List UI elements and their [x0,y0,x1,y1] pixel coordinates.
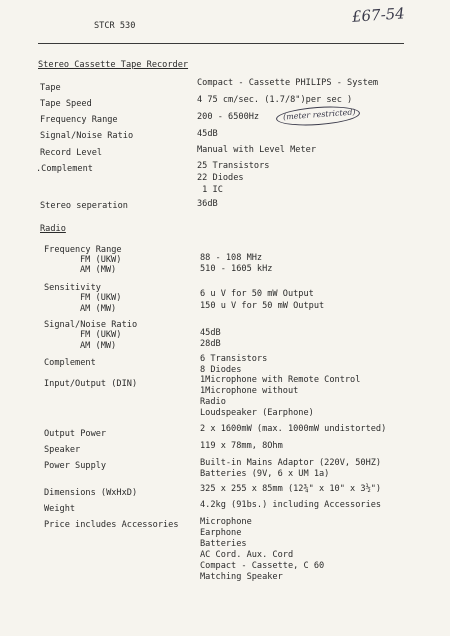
radio-complement-label: Complement [44,358,96,368]
tape-speed-value: 4 75 cm/sec. (1.7/8")per sec ) [197,95,353,105]
tape-speed-label: Tape Speed [40,99,92,109]
input-output-line-2: 1Microphone without [200,386,299,396]
tape-signal-noise-label: Signal/Noise Ratio [40,131,134,141]
output-power-label: Output Power [44,429,107,439]
sensitivity-am-value: 150 u V for 50 mW Output [200,301,325,311]
tape-label: Tape [40,83,61,93]
speaker-value: 119 x 78mm, 8Ohm [200,441,283,451]
sensitivity-label: Sensitivity [44,283,101,293]
accessories-label: Price includes Accessories [44,520,179,530]
output-power-value: 2 x 1600mW (max. 1000mW undistorted) [200,424,387,434]
weight-value: 4.2kg (91bs.) including Accessories [200,500,382,510]
accessory-item: AC Cord. Aux. Cord [200,550,294,560]
input-output-line-1: 1Microphone with Remote Control [200,375,361,385]
model-number: STCR 530 [94,21,136,31]
power-supply-line-2: Batteries (9V, 6 x UM 1a) [200,469,330,479]
input-output-label: Input/Output (DIN) [44,379,138,389]
power-supply-label: Power Supply [44,461,107,471]
tape-frequency-range-label: Frequency Range [40,115,118,125]
weight-label: Weight [44,504,76,514]
sensitivity-fm-value: 6 u V for 50 mW Output [200,289,314,299]
accessory-item: Earphone [200,528,242,538]
stereo-separation-value: 36dB [197,199,218,209]
stereo-separation-label: Stereo seperation [40,201,128,211]
radio-complement-line-2: 8 Diodes [200,365,242,375]
radio-complement-line-1: 6 Transistors [200,354,268,364]
record-level-label: Record Level [40,148,103,158]
power-supply-line-1: Built-in Mains Adaptor (220V, 50HZ) [200,458,382,468]
tape-complement-line-3: 1 IC [197,185,223,195]
tape-complement-line-1: 25 Transistors [197,161,270,171]
handwritten-annotation: (meter restricted) [282,107,356,122]
radio-frequency-fm-label: FM (UKW) [80,255,122,265]
radio-frequency-am-label: AM (MW) [80,265,117,275]
header-divider [38,43,404,44]
radio-frequency-fm-value: 88 - 108 MHz [200,253,263,263]
tape-signal-noise-value: 45dB [197,129,218,139]
sensitivity-fm-label: FM (UKW) [80,293,122,303]
speaker-label: Speaker [44,445,81,455]
tape-section-heading: Stereo Cassette Tape Recorder [38,60,189,70]
dimensions-value: 325 x 255 x 85mm (12¾" x 10" x 3½") [200,484,382,494]
input-output-line-4: Loudspeaker (Earphone) [200,408,314,418]
record-level-value: Manual with Level Meter [197,145,316,155]
tape-value: Compact - Cassette PHILIPS - System [197,78,379,88]
tape-complement-label: .Complement [36,164,93,174]
radio-frequency-am-value: 510 - 1605 kHz [200,264,273,274]
accessory-item: Compact - Cassette, C 60 [200,561,325,571]
handwritten-price: £67-54 [351,4,406,26]
accessory-item: Microphone [200,517,252,527]
radio-signal-noise-am-value: 28dB [200,339,221,349]
input-output-line-3: Radio [200,397,226,407]
dimensions-label: Dimensions (WxHxD) [44,488,138,498]
accessory-item: Batteries [200,539,247,549]
radio-signal-noise-fm-value: 45dB [200,328,221,338]
sensitivity-am-label: AM (MW) [80,304,117,314]
radio-signal-noise-fm-label: FM (UKW) [80,330,122,340]
radio-signal-noise-am-label: AM (MW) [80,341,117,351]
radio-frequency-range-label: Frequency Range [44,245,122,255]
accessory-item: Matching Speaker [200,572,283,582]
tape-frequency-range-value: 200 - 6500Hz [197,112,260,122]
radio-signal-noise-label: Signal/Noise Ratio [44,320,138,330]
tape-complement-line-2: 22 Diodes [197,173,244,183]
radio-section-heading: Radio [40,224,66,234]
